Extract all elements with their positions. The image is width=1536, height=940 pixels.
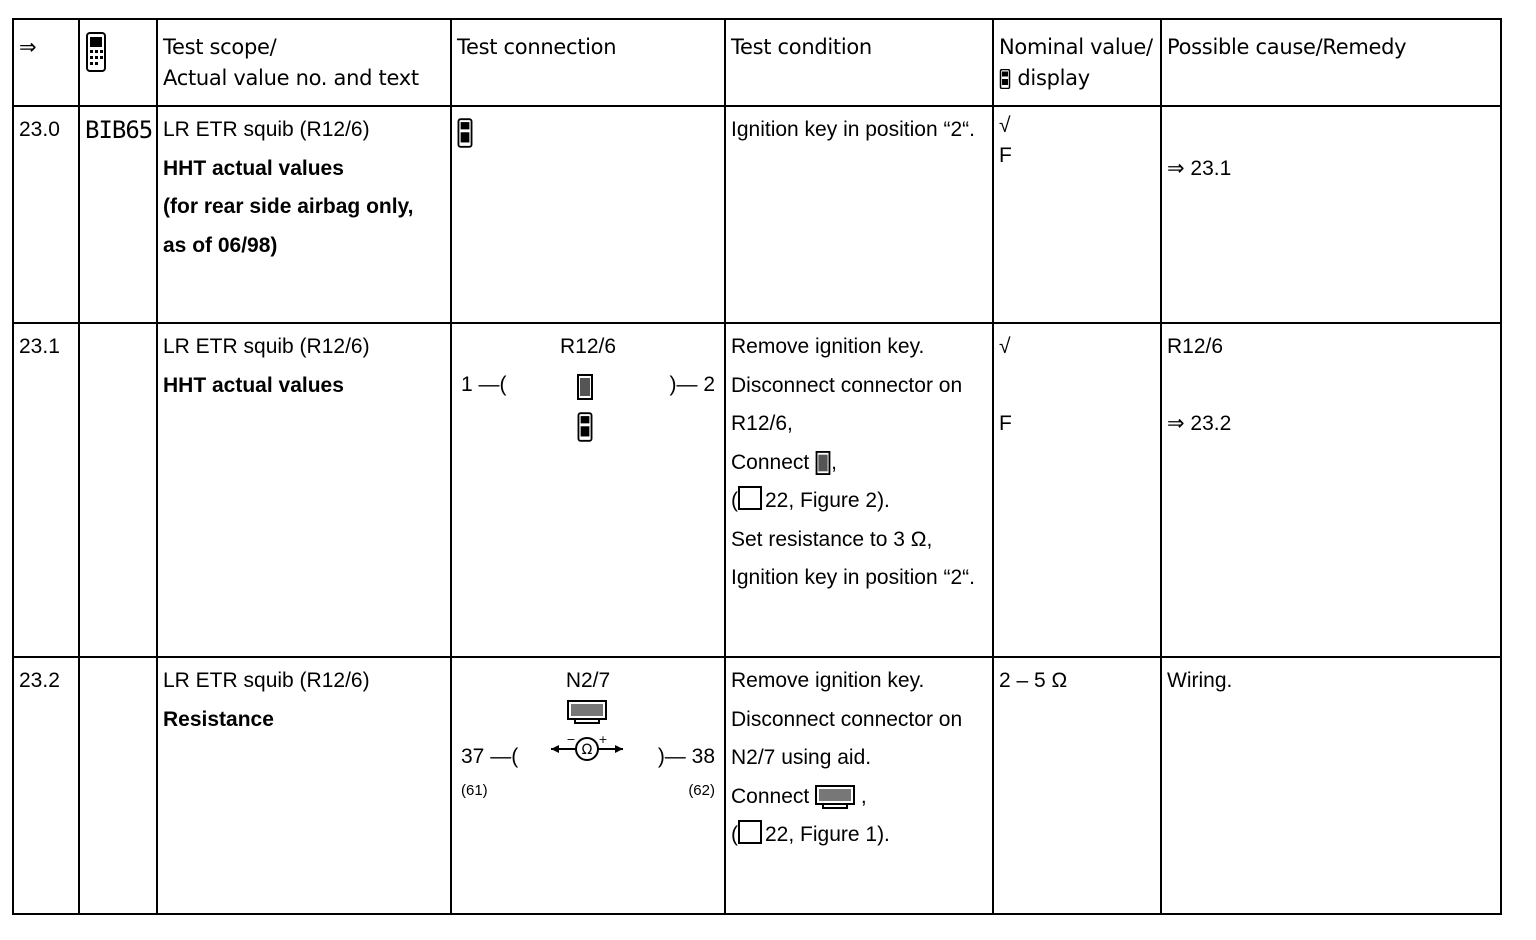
pin-right: )— 38 xyxy=(657,745,715,768)
component-label: N2/7 xyxy=(565,669,611,692)
header-test-scope: Test scope/ Actual value no. and text xyxy=(157,19,451,106)
table-row xyxy=(13,657,1501,914)
hht-device-icon xyxy=(85,32,107,72)
step-number: 23.0 xyxy=(13,106,79,323)
remedy-cell: R12/6 ⇒ 23.2 xyxy=(1161,323,1501,657)
header-arrow: ⇒ xyxy=(13,19,79,106)
header-nominal-value: Nominal value/ display xyxy=(993,19,1161,106)
header-test-connection: Test connection xyxy=(451,19,725,106)
ohmmeter-icon xyxy=(549,734,625,764)
test-scope-cell: LR ETR squib (R12/6) HHT actual values xyxy=(157,323,451,657)
book-reference-icon xyxy=(738,820,762,844)
test-condition-cell: Ignition key in position “2“. xyxy=(725,106,993,323)
table-row xyxy=(13,106,1501,323)
test-condition-cell: Remove ignition key. Disconnect connector on N2/7 using aid. Connect , ( 22, Figure 1). xyxy=(725,657,993,914)
hht-device-icon xyxy=(457,118,473,148)
resistance-box-icon xyxy=(815,451,831,475)
pin-left: 37 —( xyxy=(461,745,519,768)
test-connection-cell xyxy=(451,657,725,914)
hht-device-icon xyxy=(577,412,593,442)
control-unit-icon xyxy=(815,785,855,809)
pin-left: 1 —( xyxy=(461,373,507,396)
step-number: 23.2 xyxy=(13,657,79,914)
header-test-condition: Test condition xyxy=(725,19,993,106)
book-reference-icon xyxy=(738,486,762,510)
pin-right-alt: (62) xyxy=(688,782,715,799)
nominal-value-cell: √ F xyxy=(993,106,1161,323)
header-possible-cause: Possible cause/Remedy xyxy=(1161,19,1501,106)
actual-value-code xyxy=(79,323,157,657)
table-row xyxy=(13,323,1501,657)
test-scope-cell: LR ETR squib (R12/6) HHT actual values (for rear side airbag only, as of 06/98) xyxy=(157,106,451,323)
test-scope-cell: LR ETR squib (R12/6) Resistance xyxy=(157,657,451,914)
component-label: R12/6 xyxy=(559,335,617,358)
table-header-row xyxy=(13,19,1501,106)
nominal-value-cell: √ F xyxy=(993,323,1161,657)
nominal-value-cell: 2 – 5 Ω xyxy=(993,657,1161,914)
svg-text:−: − xyxy=(566,734,576,746)
remedy-cell: ⇒ 23.1 xyxy=(1161,106,1501,323)
header-hht-icon xyxy=(79,19,157,106)
resistance-box-icon xyxy=(577,374,593,400)
test-connection-cell xyxy=(451,106,725,323)
actual-value-code xyxy=(79,657,157,914)
actual-value-code: BIB65 xyxy=(79,106,157,323)
test-condition-cell: Remove ignition key. Disconnect connector on R12/6, Connect , ( 22, Figure 2). Set resistance to 3 Ω, Ignition key in position “2“. xyxy=(725,323,993,657)
test-table xyxy=(12,18,1502,915)
step-number: 23.1 xyxy=(13,323,79,657)
remedy-cell: Wiring. xyxy=(1161,657,1501,914)
pin-left-alt: (61) xyxy=(461,782,488,799)
test-connection-cell xyxy=(451,323,725,657)
control-unit-icon xyxy=(567,700,607,724)
hht-device-icon xyxy=(999,69,1011,89)
svg-text:+: + xyxy=(598,734,608,746)
pin-right: )— 2 xyxy=(669,373,715,396)
svg-text:Ω: Ω xyxy=(581,742,593,758)
